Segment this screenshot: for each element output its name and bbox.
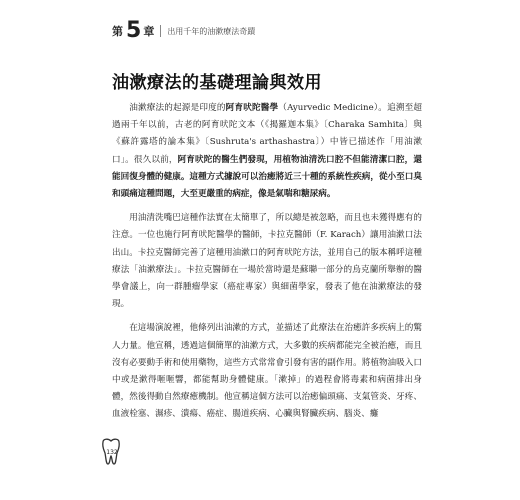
chapter-suffix: 章 [143, 25, 155, 38]
paragraph-1-text-a: 油漱療法的起源是印度的 [129, 103, 226, 113]
paragraph-3: 在這場演說裡，他條列出油漱的方式，並描述了此療法在治癒許多疾病上的驚人力量。他宣稱，透過這個簡單的油漱方式，大多數的疾病都能完全被治癒，而且沒有必要動手術和使用藥物，這些方式常常會引發有害的副作用。將植物油吸入口中或是漱得咂咂響，都能幫助身體健康。「漱掉」的過程會將毒素和病菌排出身體，然後得動自然療癒機制。他宣稱這個方法可以治癒偏頭痛、支氣管炎、牙疼、血液栓塞、濕疹、潰瘍、癌症、腸道疾病、心臟與腎臟疾病、腦炎、癱 [112, 323, 422, 420]
chapter-subtitle: 出用千年的油漱療法奇蹟 [167, 26, 256, 36]
chapter-number: 5 [126, 18, 142, 43]
body-text [112, 100, 422, 431]
chapter-prefix: 第 [112, 25, 123, 38]
paragraph-1 [112, 100, 422, 203]
header-divider [160, 25, 161, 37]
paragraph-1-text-b: （Ayurvedic Medicine）。追溯至超過兩千年以前，古老的阿育吠陀文本（《揭羅迦本集》〔Charaka Samhita〕與《蘇許露塔的論本集》〔Sushruta's arthashastra〕）中皆已描述作「用油漱口」。很久以前， [112, 103, 422, 165]
paragraph-1-strong-sentence: 阿育吠陀的醫生們發現，用植物油清洗口腔不但能清潔口腔，還能回復身體的健康。這種方式據說可以治癒將近三十種的系統性疾病，從小至口臭和頭痛這種問題，大至更嚴重的病症，像是氣喘和糖尿病。 [112, 154, 422, 200]
paragraph-1-strong-term: 阿育吠陀醫學 [225, 103, 279, 113]
section-title: 油漱療法的基礎理論與效用 [112, 73, 322, 93]
chapter-header [112, 16, 412, 46]
page-number: 132 [106, 449, 118, 456]
paragraph-2: 用油清洗嘴巴這種作法實在太簡單了，所以總是被忽略，而且也未獲得應有的注意。一位也施行阿育吠陀醫學的醫師，卡拉克醫師（F. Karach）讓用油漱口法出山。卡拉克醫師完善了這種用油漱口的阿育吠陀方法，並用自己的版本稱呼這種療法「油漱療法」。卡拉克醫師在一場於當時還是蘇聯一部分的烏克蘭所舉辦的醫學會議上，向一群腫瘤學家（癌症專家）與細菌學家，發表了他在油漱療法的發現。 [112, 213, 422, 310]
